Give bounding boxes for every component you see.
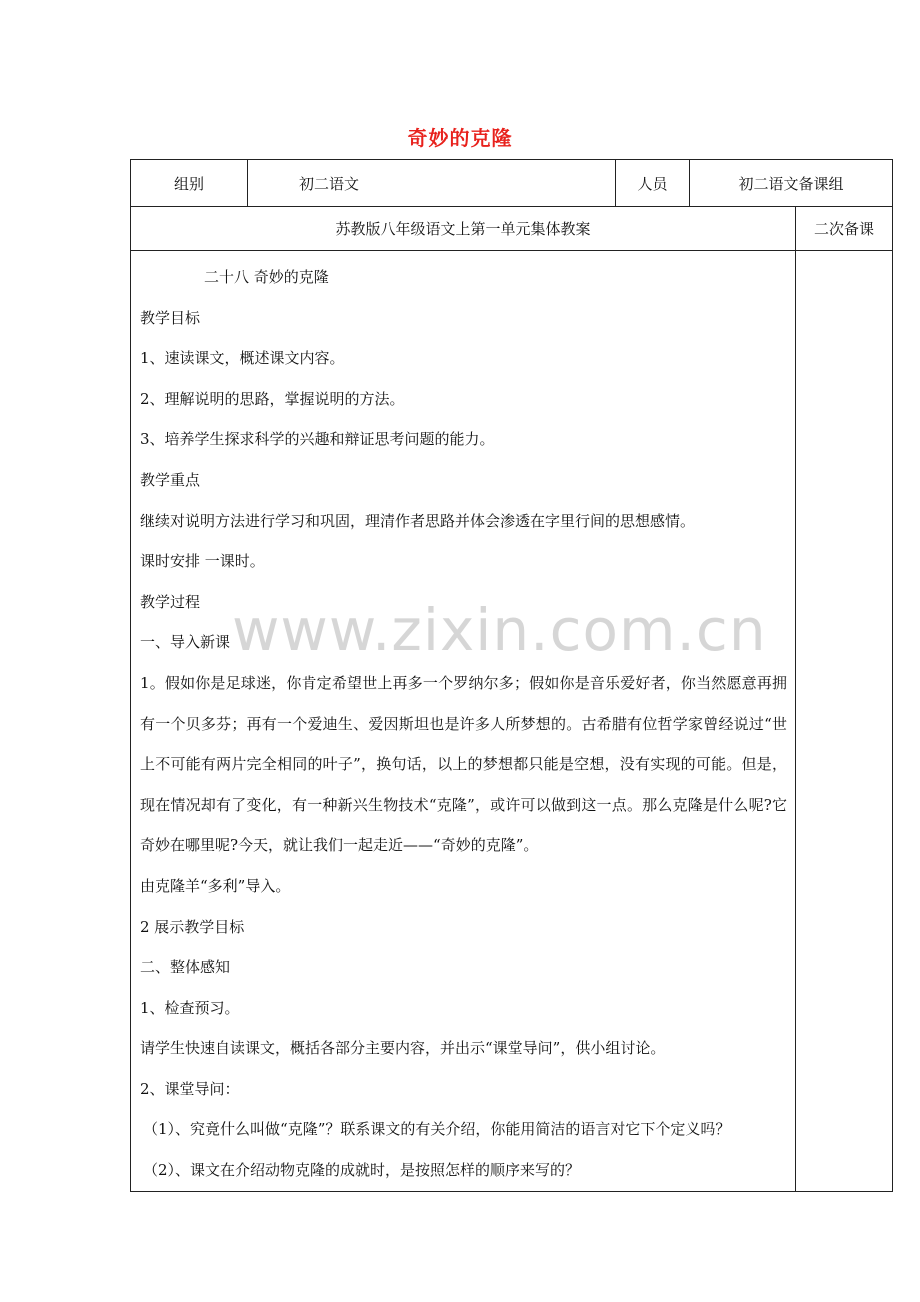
intro-paragraph: 1。假如你是足球迷，你肯定希望世上再多一个罗纳尔多；假如你是音乐爱好者，你当然愿意再拥有一个贝多芬；再有一个爱迪生、爱因斯坦也是许多人所梦想的。古希腊有位哲学家曾经说过“世上不可能有两片完全相同的叶子”，换句话，以上的梦想都只能是空想，没有实现的可能。但是，现在情况却有了变化，有一种新兴生物技术“克隆”，或许可以做到这一点。那么克隆是什么呢?它奇妙在哪里呢?今天，就让我们一起走近——“奇妙的克隆”。 [140,673,788,855]
subheader-row [131,207,893,251]
group-label-cell [131,160,248,207]
focus-heading: 教学重点 [140,470,201,489]
intro-sheep: 由克隆羊“多利”导入。 [140,876,291,895]
second-prep-label-cell [796,207,893,251]
content-row [131,251,893,1192]
staff-value: 初二语文备课组 [738,174,844,193]
lesson-heading: 二十八 奇妙的克隆 [204,268,329,286]
header-row [131,160,893,207]
focus-text: 继续对说明方法进行学习和巩固，理清作者思路并体会渗透在字里行间的思想感情。 [140,511,696,530]
show-objectives: 2 展示教学目标 [140,917,245,936]
staff-value-cell [690,160,893,207]
watermark: www.zixin.com.cn [232,596,767,664]
check-preview: 1、检查预习。 [140,998,240,1017]
guide-heading: 2、课堂导问： [140,1079,240,1098]
schedule-text: 课时安排 一课时。 [140,552,265,571]
lesson-content-cell [131,251,796,1192]
plan-title-cell [131,207,796,251]
group-value-cell [248,160,616,207]
part2-heading: 二、整体感知 [140,958,231,977]
part1-heading: 一、导入新课 [140,633,231,652]
staff-label-cell [616,160,690,207]
objectives-heading: 教学目标 [140,308,201,327]
second-prep-label: 二次备课 [814,220,875,238]
guide-question: （1）、究竟什么叫做“克隆”？联系课文的有关介绍，你能用简洁的语言对它下个定义吗？ [143,1120,731,1139]
lesson-content [131,251,795,1191]
plan-title: 苏教版八年级语文上第一单元集体教案 [335,220,591,238]
objective-item: 1、速读课文，概述课文内容。 [140,349,345,368]
document-title: 奇妙的克隆 [407,126,513,150]
objective-item: 3、培养学生探求科学的兴趣和辩证思考问题的能力。 [140,430,495,449]
group-value: 初二语文 [299,174,360,193]
lesson-plan-table [130,159,893,1192]
staff-label: 人员 [637,174,668,193]
guide-question: （2）、课文在介绍动物克隆的成就时，是按照怎样的顺序来写的？ [143,1161,581,1180]
process-heading: 教学过程 [140,592,201,611]
preview-instruction: 请学生快速自读课文，概括各部分主要内容，并出示“课堂导问”，供小组讨论。 [140,1039,666,1058]
second-prep-cell [796,251,893,1192]
objective-item: 2、理解说明的思路，掌握说明的方法。 [140,389,405,408]
group-label: 组别 [173,174,204,193]
